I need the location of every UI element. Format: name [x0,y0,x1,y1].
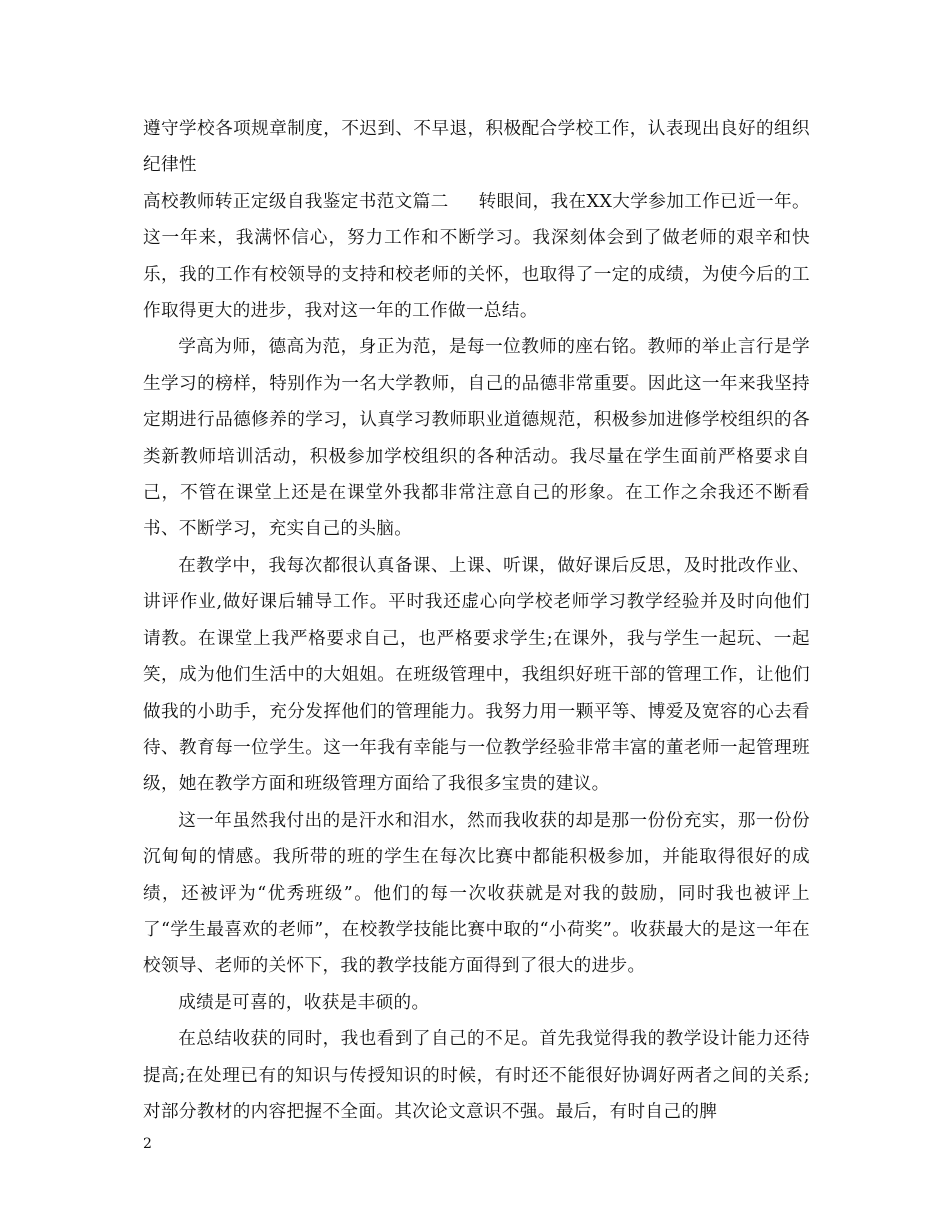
paragraph-teaching: 在教学中，我每次都很认真备课、上课、听课，做好课后反思，及时批改作业、讲评作业,做好课后辅导工作。平时我还虚心向学校老师学习教学经验并及时向他们请教。在课堂上我严格要求自己，也严格要求学生;在课外，我与学生一起玩、一起笑，成为他们生活中的大姐姐。在班级管理中，我组织好班干部的管理工作，让他们做我的小助手，充分发挥他们的管理能力。我努力用一颗平等、博爱及宽容的心去看待、教育每一位学生。这一年我有幸能与一位教学经验非常丰富的董老师一起管理班级，她在教学方面和班级管理方面给了我很多宝贵的建议。 [143,555,810,795]
page-number: 2 [143,1136,152,1152]
document-body [143,111,810,1130]
paragraph-shortcomings: 在总结收获的同时，我也看到了自己的不足。首先我觉得我的教学设计能力还待提高;在处理已有的知识与传授知识的时候，有时还不能很好协调好两者之间的关系;对部分教材的内容把握不全面。其次论文意识不强。最后，有时自己的脾 [143,1029,810,1122]
paragraph-intro [143,184,810,330]
paragraph-intro-text: 转眼间，我在XX大学参加工作已近一年。这一年来，我满怀信心，努力工作和不断学习。我深刻体会到了做老师的艰辛和快乐，我的工作有校领导的支持和校老师的关怀，也取得了一定的成绩，为使今后的工作取得更大的进步，我对这一年的工作做一总结。 [143,191,810,322]
section-heading: 高校教师转正定级自我鉴定书范文篇二 [143,191,449,212]
paragraph-ethics: 学高为师，德高为范，身正为范，是每一位教师的座右铭。教师的举止言行是学生学习的榜样，特别作为一名大学教师，自己的品德非常重要。因此这一年来我坚持定期进行品德修养的学习，认真学习教师职业道德规范，积极参加进修学校组织的各类新教师培训活动，积极参加学校组织的各种活动。我尽量在学生面前严格要求自己，不管在课堂上还是在课堂外我都非常注意自己的形象。在工作之余我还不断看书、不断学习，充实自己的头脑。 [143,337,810,540]
paragraph-achievements: 这一年虽然我付出的是汗水和泪水，然而我收获的却是那一份份充实，那一份份沉甸甸的情感。我所带的班的学生在每次比赛中都能积极参加，并能取得很好的成绩，还被评为“优秀班级”。他们的每一次收获就是对我的鼓励，同时我也被评上了“学生最喜欢的老师”，在校教学技能比赛中取的“小荷奖”。收获最大的是这一年在校领导、老师的关怀下，我的教学技能方面得到了很大的进步。 [143,810,810,977]
paragraph-discipline: 遵守学校各项规章制度，不迟到、不早退，积极配合学校工作，认表现出良好的组织纪律性 [143,119,810,176]
paragraph-summary: 成绩是可喜的，收获是丰硕的。 [178,992,430,1013]
